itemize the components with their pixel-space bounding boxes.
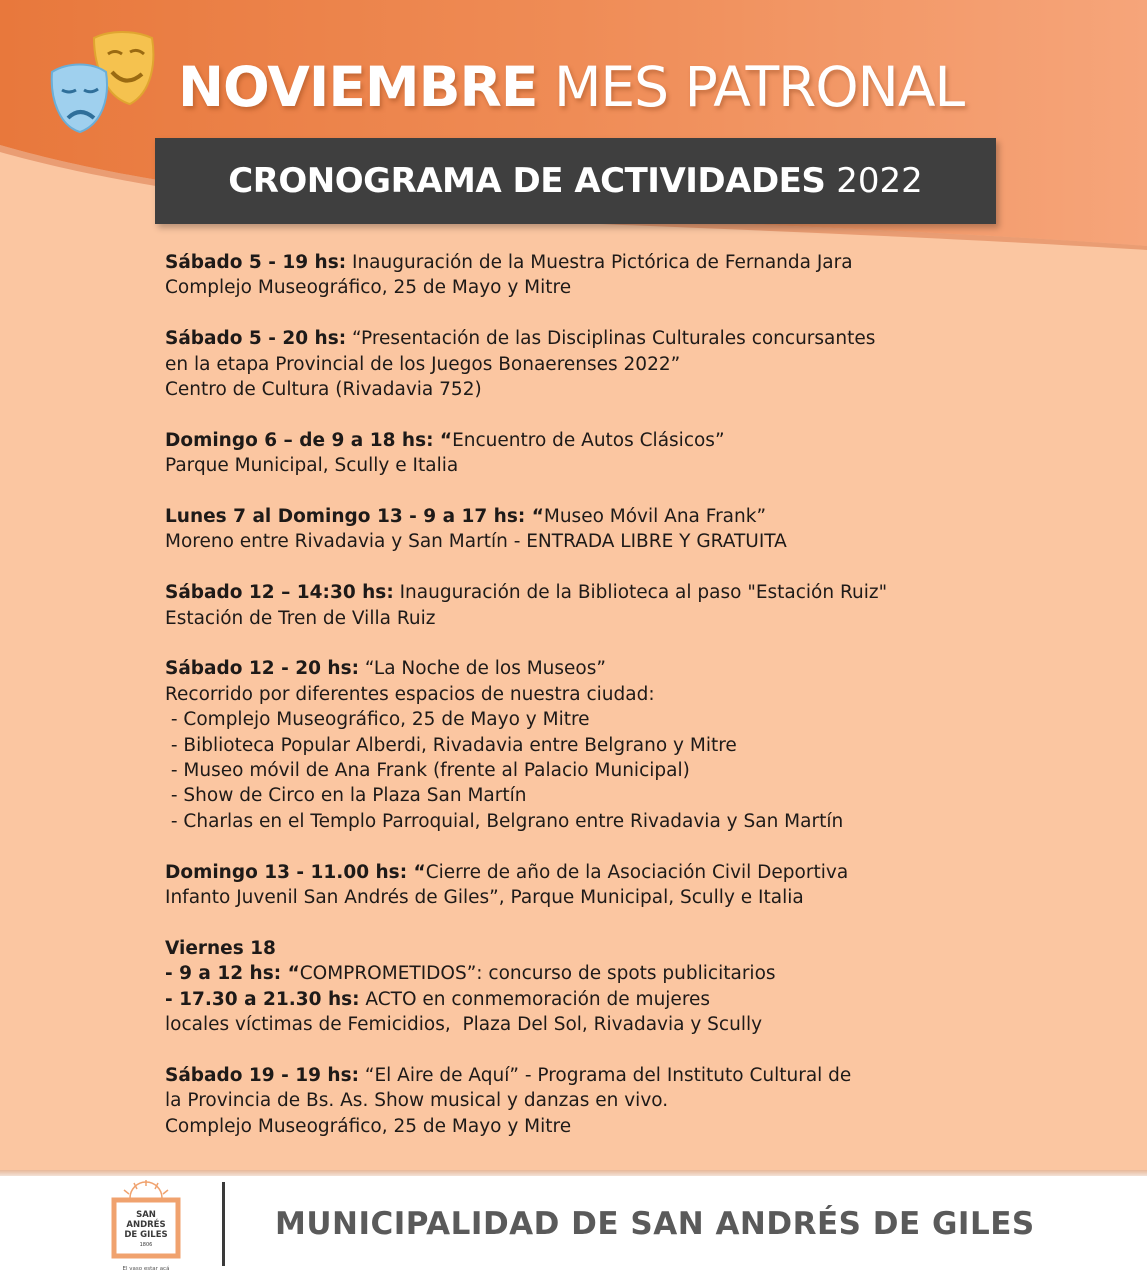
event-line (165, 733, 1125, 758)
event-date-label: Sábado 5 - 19 hs: (165, 252, 347, 273)
event-item (165, 504, 1125, 555)
logo-line2: ANDRÉS (126, 1220, 166, 1230)
event-description: Recorrido por diferentes espacios de nuestra ciudad: (165, 683, 655, 705)
event-description: - Show de Circo en la Plaza San Martín (165, 785, 527, 807)
event-description: COMPROMETIDOS”: concurso de spots publicitarios (299, 963, 776, 985)
banner-year: 2022 (836, 161, 923, 201)
title-subtitle: MES PATRONAL (553, 55, 965, 119)
event-line (165, 428, 1125, 453)
event-line (165, 860, 1125, 885)
event-description: Infanto Juvenil San Andrés de Giles”, Parque Municipal, Scully e Italia (165, 887, 804, 909)
event-item (165, 428, 1125, 479)
schedule-banner (155, 138, 996, 224)
event-line (165, 529, 1125, 554)
event-line (165, 758, 1125, 783)
event-line (165, 1012, 1125, 1037)
event-description: ACTO en conmemoración de mujeres (359, 988, 711, 1010)
event-line (165, 250, 1125, 275)
event-line (165, 377, 1125, 402)
event-description: - Complejo Museográfico, 25 de Mayo y Mitre (165, 709, 590, 731)
title-month: NOVIEMBRE (178, 55, 538, 119)
event-date-label: - 17.30 a 21.30 hs: (165, 988, 360, 1010)
event-description: Complejo Museográfico, 25 de Mayo y Mitre (165, 277, 572, 299)
event-description: en la etapa Provincial de los Juegos Bonaerenses 2022” (165, 353, 681, 375)
event-line (165, 885, 1125, 910)
event-description: “El Aire de Aquí” - Programa del Instituto Cultural de (359, 1064, 852, 1086)
logo-year: 1806 (139, 1242, 153, 1248)
event-line (165, 707, 1125, 732)
footer-separator (222, 1182, 225, 1266)
event-item (165, 656, 1125, 834)
event-line (165, 656, 1125, 681)
event-line (165, 1114, 1125, 1139)
event-date-label: - 9 a 12 hs: “ (165, 963, 300, 985)
logo-line1: SAN (136, 1210, 156, 1220)
event-line (165, 453, 1125, 478)
event-line (165, 809, 1125, 834)
event-line (165, 1088, 1125, 1113)
event-line (165, 275, 1125, 300)
events-list (165, 250, 1125, 1164)
event-description: Parque Municipal, Scully e Italia (165, 455, 459, 477)
event-item (165, 1063, 1125, 1139)
event-date-label: Domingo 6 – de 9 a 18 hs: “ (165, 429, 453, 451)
municipality-name: MUNICIPALIDAD DE SAN ANDRÉS DE GILES (275, 1206, 1035, 1242)
event-description: Cierre de año de la Asociación Civil Deportiva (425, 861, 849, 883)
event-line (165, 682, 1125, 707)
event-description: Inauguración de la Muestra Pictórica de Fernanda Jara (346, 252, 853, 273)
event-description: Complejo Museográfico, 25 de Mayo y Mitre (165, 1115, 572, 1137)
event-item (165, 326, 1125, 402)
event-description: Moreno entre Rivadavia y San Martín - ENTRADA LIBRE Y GRATUITA (165, 531, 787, 553)
event-line (165, 352, 1125, 377)
event-line (165, 504, 1125, 529)
event-item (165, 580, 1125, 631)
event-line (165, 961, 1125, 986)
logo-line3: DE GILES (124, 1230, 168, 1240)
event-description: Estación de Tren de Villa Ruiz (165, 607, 436, 629)
logo-tagline: El vaso estar acá (122, 1266, 170, 1272)
event-date-label: Sábado 12 - 20 hs: (165, 658, 359, 680)
event-description: Museo Móvil Ana Frank” (543, 506, 767, 528)
event-date-label: Lunes 7 al Domingo 13 - 9 a 17 hs: “ (165, 506, 544, 528)
page-title (178, 52, 1138, 122)
event-line (165, 987, 1125, 1012)
event-line (165, 326, 1125, 351)
event-description: “Presentación de las Disciplinas Culturales concursantes (346, 328, 876, 350)
event-item (165, 860, 1125, 911)
event-line (165, 936, 1125, 961)
event-date-label: Sábado 5 - 20 hs: (165, 328, 347, 350)
event-description: Inauguración de la Biblioteca al paso "Estación Ruiz" (393, 582, 888, 604)
municipality-logo (106, 1180, 186, 1276)
event-item (165, 936, 1125, 1038)
event-date-label: Viernes 18 (165, 937, 276, 959)
event-description: - Biblioteca Popular Alberdi, Rivadavia entre Belgrano y Mitre (165, 734, 737, 756)
event-line (165, 783, 1125, 808)
banner-title: CRONOGRAMA DE ACTIVIDADES (228, 161, 826, 201)
event-item (165, 250, 1125, 301)
event-description: Encuentro de Autos Clásicos” (452, 429, 725, 451)
theater-masks-icon (48, 28, 160, 136)
event-date-label: Sábado 19 - 19 hs: (165, 1064, 359, 1086)
event-line (165, 580, 1125, 605)
event-description: - Charlas en el Templo Parroquial, Belgrano entre Rivadavia y San Martín (165, 810, 844, 832)
event-date-label: Sábado 12 – 14:30 hs: (165, 582, 394, 604)
event-description: la Provincia de Bs. As. Show musical y danzas en vivo. (165, 1090, 669, 1112)
event-description: Centro de Cultura (Rivadavia 752) (165, 379, 482, 401)
event-description: - Museo móvil de Ana Frank (frente al Palacio Municipal) (165, 760, 690, 782)
event-line (165, 606, 1125, 631)
event-description: “La Noche de los Museos” (359, 658, 606, 680)
event-line (165, 1063, 1125, 1088)
event-date-label: Domingo 13 - 11.00 hs: “ (165, 861, 426, 883)
event-description: locales víctimas de Femicidios, Plaza Del Sol, Rivadavia y Scully (165, 1014, 763, 1036)
